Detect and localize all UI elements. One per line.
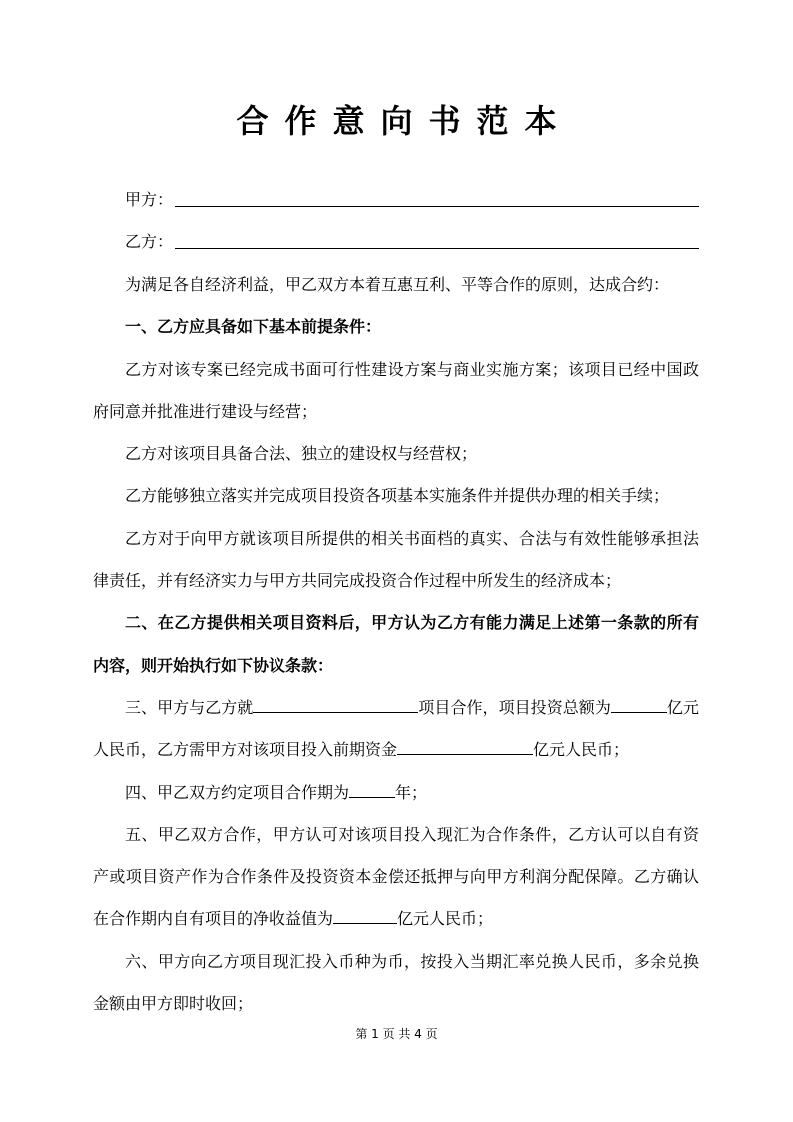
party-a-label: 甲方： xyxy=(125,190,174,209)
preliminary-funds-blank xyxy=(397,736,533,755)
party-b-row xyxy=(125,231,173,253)
cooperation-period-blank xyxy=(349,779,395,798)
section-1-paragraph-4: 乙方对于向甲方就该项目所提供的相关书面档的真实、合法与有效性能够承担法律责任，并有经济实力与甲方共同完成投资合作过程中所发生的经济成本； xyxy=(93,528,699,591)
net-income-blank xyxy=(333,905,397,924)
document-title: 合作意向书范本 xyxy=(236,102,573,140)
section-4-paragraph xyxy=(93,772,699,814)
section-4-text-2: 年； xyxy=(395,782,428,802)
section-5-paragraph xyxy=(93,814,699,941)
total-investment-blank xyxy=(611,694,667,713)
section-5-text-1: 五、甲乙双方合作，甲方认可对该项目投入现汇为合作条件，乙方认可以自有资产或项目资产作为合作条件及投资资本金偿还抵押与向甲方利润分配保障。乙方确认在合作期内自有项目的净收益值为 xyxy=(93,824,699,929)
section-1-paragraph-3: 乙方能够独立落实并完成项目投资各项基本实施条件并提供办理的相关手续； xyxy=(125,486,670,506)
party-b-blank-line xyxy=(175,248,699,249)
section-2-heading: 二、在乙方提供相关项目资料后，甲方认为乙方有能力满足上述第一条款的所有内容，则开始执行如下协议条款： xyxy=(93,613,699,675)
section-3-text-2: 项目合作，项目投资总额为 xyxy=(418,697,611,717)
party-b-label: 乙方： xyxy=(125,232,174,251)
section-3-text-1: 三、甲方与乙方就 xyxy=(125,697,254,717)
page-number-footer: 第 1 页 共 4 页 xyxy=(355,1027,438,1041)
section-6-paragraph: 六、甲方向乙方项目现汇投入币种为币，按投入当期汇率兑换人民币，多余兑换金额由甲方即时收回； xyxy=(93,951,699,1014)
section-3-text-3: 亿元人民币，乙方需甲方对该项目投入前期资金 xyxy=(93,697,699,760)
intro-paragraph: 为满足各自经济利益，甲乙双方本着互惠互利、平等合作的原则，达成合约： xyxy=(125,275,670,294)
section-5-text-2: 亿元人民币； xyxy=(397,909,494,929)
section-1-paragraph-2: 乙方对该项目具备合法、独立的建设权与经营权； xyxy=(125,444,478,464)
project-name-blank xyxy=(253,694,418,713)
party-a-blank-line xyxy=(175,206,699,207)
document-body xyxy=(93,264,699,1025)
section-4-text-1: 四、甲乙双方约定项目合作期为 xyxy=(125,782,350,802)
section-1-paragraph-1: 乙方对该专案已经完成书面可行性建设方案与商业实施方案；该项目已经中国政府同意并批准进行建设与经营； xyxy=(93,359,699,421)
section-3-text-4: 亿元人民币； xyxy=(533,740,630,760)
section-3-paragraph xyxy=(93,687,699,772)
party-a-row xyxy=(125,189,173,211)
section-1-heading: 一、乙方应具备如下基本前提条件： xyxy=(125,317,382,337)
